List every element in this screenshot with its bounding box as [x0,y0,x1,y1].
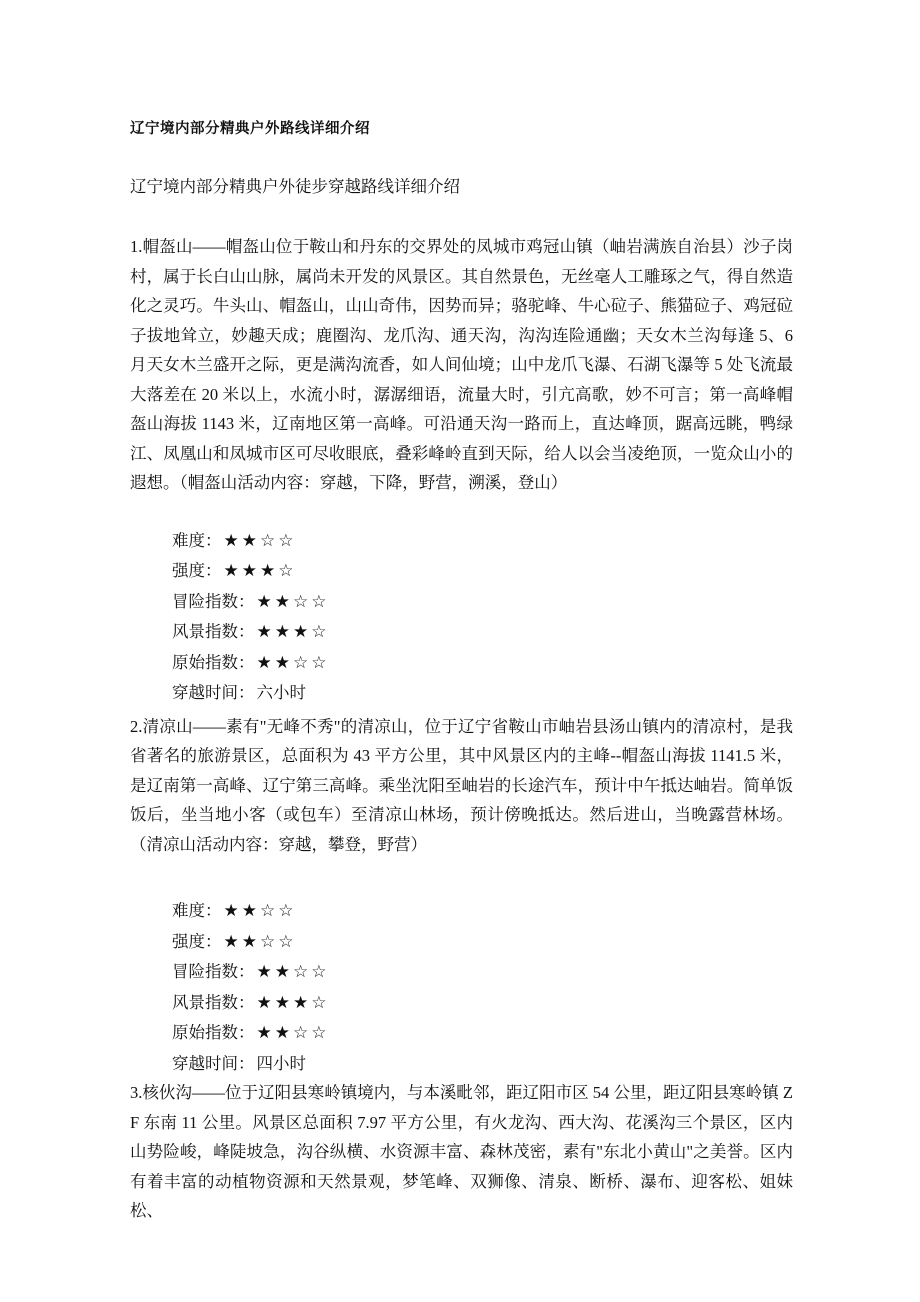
doc-title: 辽宁境内部分精典户外路线详细介绍 [130,121,370,137]
rating-stars: ★★★☆ [256,622,330,642]
rating-row-wildness [172,1018,793,1049]
rating-label: 强度： [172,931,222,951]
section-maokuishan-paragraph: 1.帽盔山——帽盔山位于鞍山和丹东的交界处的凤城市鸡冠山镇（岫岩满族自治县）沙子岗村，属于长白山山脉，属尚未开发的风景区。其自然景色，无丝毫人工雕琢之气，得自然造化之灵巧。牛头山、帽盔山，山山奇伟，因势而异；骆驼峰、牛心砬子、熊猫砬子、鸡冠砬子拔地耸立，妙趣天成；鹿圈沟、龙爪沟、通天沟，沟沟连险通幽；天女木兰沟每逢 5、6 月天女木兰盛开之际，更是满沟流香，如人间仙境；山中龙爪飞瀑、石湖飞瀑等 5 处飞流最大落差在 20 米以上，水流小时，潺潺细语，流量大时，引亢高歌，妙不可言；第一高峰帽盔山海拔 1143 米，辽南地区第一高峰。可沿通天沟一路而上，直达峰顶，踞高远眺，鸭绿江、凤凰山和凤城市区可尽收眼底，叠彩峰岭直到天际，给人以会当凌绝顶，一览众山小的遐想。（帽盔山活动内容：穿越，下降，野营，溯溪，登山） [130,237,794,492]
rating-label: 原始指数： [172,1023,255,1042]
rating-label: 难度： [172,530,222,550]
rating-text-value: 四小时 [256,1053,306,1073]
section-hehuogou-paragraph: 3.核伙沟——位于辽阳县寒岭镇境内，与本溪毗邻，距辽阳市区 54 公里，距辽阳县寒岭镇 ZF 东南 11 公里。风景区总面积 7.97 平方公里，有火龙沟、西大沟、花溪沟三个景区，区内山势险峻，峰陡坡急，沟谷纵横、水资源丰富、森林茂密，素有"东北小黄山"之美誉。区内有着丰富的动植物资源和天然景观，梦笔峰、双狮像、清泉、断桥、瀑布、迎客松、姐妹松、 [130,1083,793,1220]
rating-stars: ★★☆☆ [256,962,330,982]
rating-label: 风景指数： [172,992,255,1012]
doc-subtitle: 辽宁境内部分精典户外徒步穿越路线详细介绍 [130,177,460,196]
section-maokuishan-ratings [172,526,793,708]
rating-stars: ★★☆☆ [223,901,297,921]
rating-row-wildness [172,648,793,679]
rating-row-intensity [172,927,793,958]
rating-stars: ★★☆☆ [256,1023,330,1043]
rating-label: 穿越时间： [172,683,255,702]
rating-row-scenery [172,988,793,1019]
rating-label: 风景指数： [172,622,255,641]
rating-stars: ★★☆☆ [256,652,330,673]
rating-label: 冒险指数： [172,591,255,611]
rating-row-difficulty [172,896,793,927]
rating-label: 原始指数： [172,652,255,672]
rating-row-duration [172,678,793,708]
rating-stars: ★★★☆ [223,561,297,581]
section-qingliangshan-ratings [172,896,793,1078]
rating-row-adventure [172,587,793,618]
rating-row-difficulty [172,526,793,557]
rating-text-value: 六小时 [256,683,306,702]
rating-stars: ★★☆☆ [256,591,330,612]
rating-label: 强度： [172,561,222,580]
section-qingliangshan-paragraph: 2.清凉山——素有"无峰不秀"的清凉山，位于辽宁省鞍山市岫岩县汤山镇内的清凉村，是我省著名的旅游景区，总面积为 43 平方公里，其中风景区内的主峰--帽盔山海拔 1141.5 米，是辽南第一高峰、辽宁第三高峰。乘坐沈阳至岫岩的长途汽车，预计中午抵达岫岩。简单饭饭后，坐当地小客（或包车）至清凉山林场，预计傍晚抵达。然后进山，当晚露营林场。（清凉山活动内容：穿越，攀登，野营） [130,716,793,854]
rating-label: 穿越时间： [172,1053,255,1073]
rating-label: 冒险指数： [172,962,255,981]
rating-stars: ★★☆☆ [223,931,297,952]
rating-stars: ★★☆☆ [223,530,297,551]
rating-label: 难度： [172,901,222,920]
rating-row-adventure [172,957,793,988]
rating-stars: ★★★☆ [256,992,330,1013]
rating-row-scenery [172,617,793,648]
rating-row-intensity [172,556,793,587]
rating-row-duration [172,1049,793,1079]
